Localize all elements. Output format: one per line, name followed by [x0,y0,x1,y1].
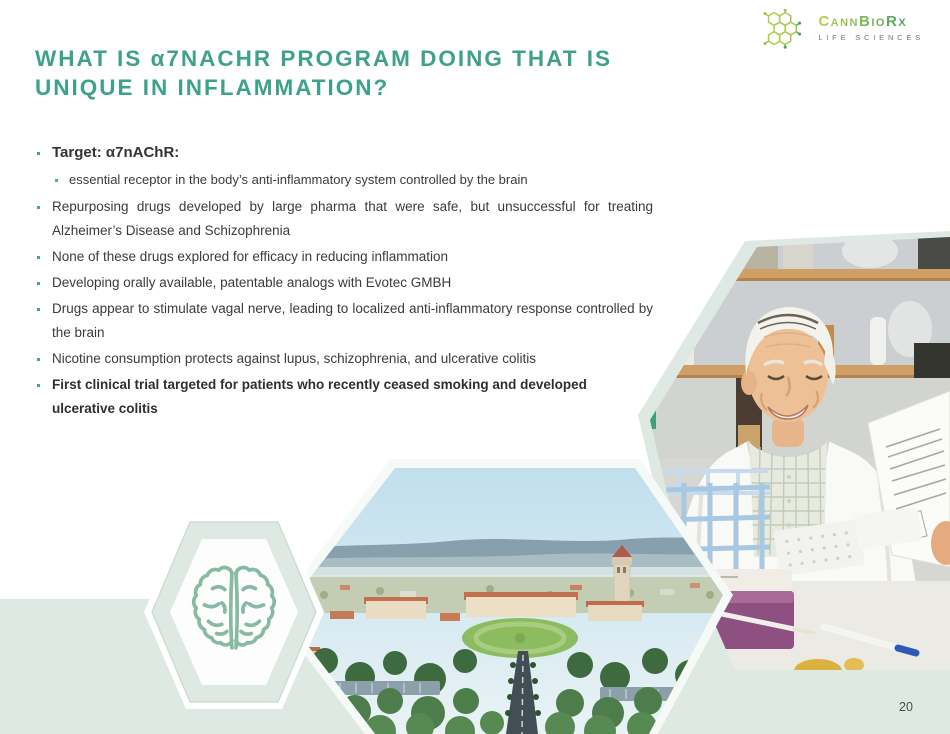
bullet-developing-analogs: Developing orally available, patentable analogs with Evotec GMBH [35,271,653,295]
brain-hexagon-group [140,512,325,712]
bullet-essential-receptor: essential receptor in the body’s anti-inflammatory system controlled by the brain [55,168,653,192]
slide-title-line1: WHAT IS α7NACHR PROGRAM DOING THAT IS [35,46,612,71]
campus-photo-group [270,455,740,734]
brand-tagline: LIFE SCIENCES [818,33,924,42]
bullet-vagal-nerve: Drugs appear to stimulate vagal nerve, leading to localized anti-inflammatory response controlled by the brain [35,297,653,345]
bullet-nicotine: Nicotine consumption protects against lupus, schizophrenia, and ulcerative colitis [35,347,653,371]
bullet-repurposing: Repurposing drugs developed by large pharma that were safe, but unsuccessful for treating Alzheimer’s Disease and Schizophrenia [35,195,653,243]
logo-text [818,8,924,42]
bullet-none-explored: None of these drugs explored for efficacy in reducing inflammation [35,245,653,269]
slide-title-line2: UNIQUE IN INFLAMMATION? [35,75,390,100]
slide-title [35,44,725,102]
cannbiorx-logo [757,8,924,49]
bullet-target: Target: α7nAChR: [35,141,653,165]
bullet-first-clinical-trial: First clinical trial targeted for patients who recently ceased smoking and developed ulcerative colitis [35,373,653,421]
molecule-hexagons-icon [757,9,813,49]
bullet-list [35,141,653,423]
brand-name: CANNBIORX [818,14,924,31]
page-number: 20 [899,700,913,714]
